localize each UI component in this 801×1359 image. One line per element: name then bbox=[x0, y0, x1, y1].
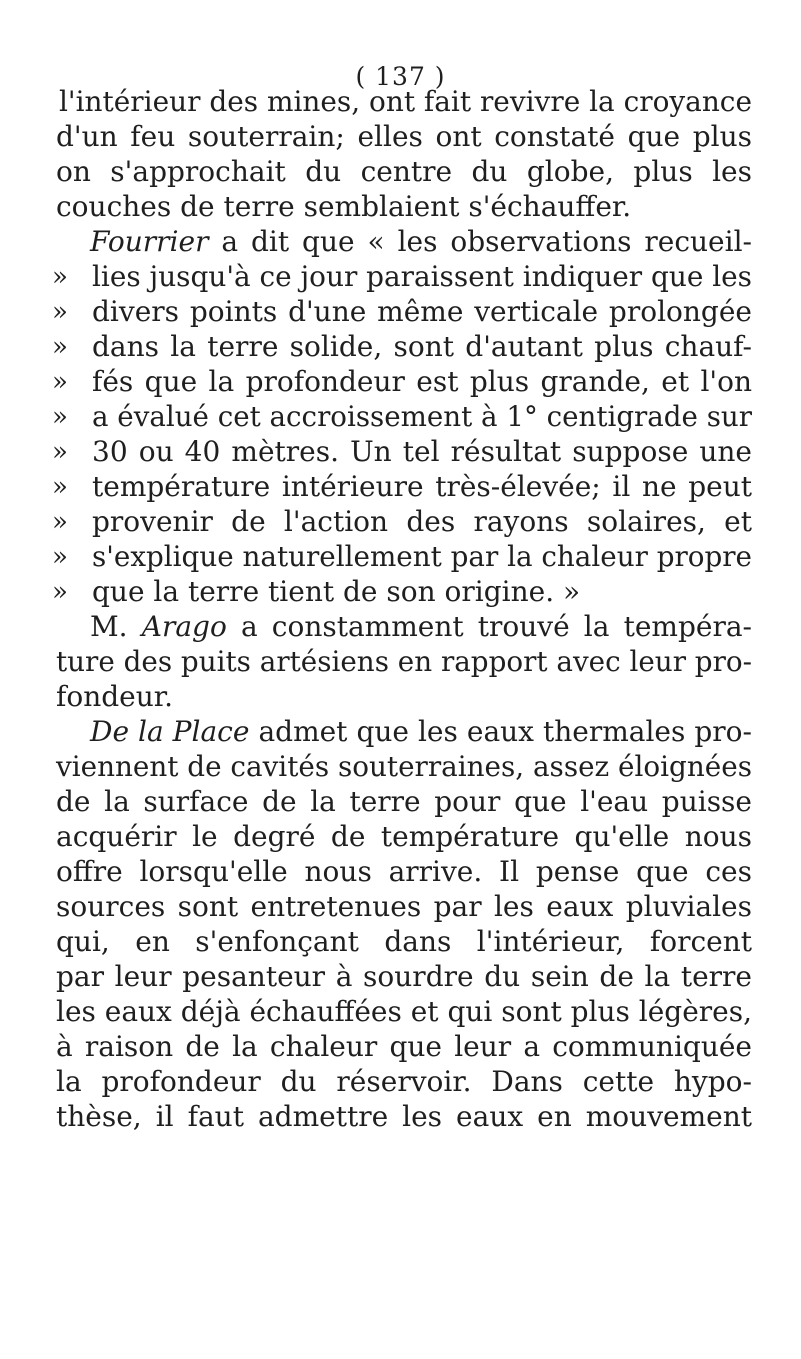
author-name: Arago bbox=[141, 610, 227, 643]
quoted-line: » a évalué cet accroissement à 1° centigrade sur bbox=[52, 400, 752, 433]
text-line: sources sont entretenues par les eaux pluviales bbox=[56, 890, 752, 923]
author-name: Fourrier bbox=[90, 225, 209, 258]
quoted-line: » provenir de l'action des rayons solaires, et bbox=[52, 505, 752, 538]
text-line: M. Arago a constamment trouvé la tempéra- bbox=[90, 610, 752, 643]
text-line: l'intérieur des mines, ont fait revivre la croyance bbox=[59, 85, 752, 118]
text-line: fondeur. bbox=[56, 680, 173, 713]
quote-mark: » bbox=[52, 332, 68, 362]
text-line: De la Place admet que les eaux thermales pro- bbox=[90, 715, 752, 748]
text-line: on s'approchait du centre du globe, plus les bbox=[56, 155, 752, 188]
quote-mark: » bbox=[52, 402, 68, 432]
quoted-line: » que la terre tient de son origine. » bbox=[52, 575, 581, 608]
quoted-line: » s'explique naturellement par la chaleur propre bbox=[52, 540, 752, 573]
quote-mark: » bbox=[52, 542, 68, 572]
quoted-line: » dans la terre solide, sont d'autant plus chauf- bbox=[52, 330, 752, 363]
text-line: thèse, il faut admettre les eaux en mouvement bbox=[56, 1100, 752, 1133]
quoted-line: » fés que la profondeur est plus grande, et l'on bbox=[52, 365, 752, 398]
quote-mark: » bbox=[52, 437, 68, 467]
quote-mark: » bbox=[52, 577, 68, 607]
text-line: les eaux déjà échauffées et qui sont plus légères, bbox=[56, 995, 752, 1028]
text-line: par leur pesanteur à sourdre du sein de la terre bbox=[56, 960, 752, 993]
text-line: à raison de la chaleur que leur a communiquée bbox=[56, 1030, 752, 1063]
page-number: ( 137 ) bbox=[355, 62, 446, 91]
quote-mark: » bbox=[52, 297, 68, 327]
text-line: Fourrier a dit que « les observations recueil- bbox=[90, 225, 752, 258]
quoted-line: » divers points d'une même verticale prolongée bbox=[52, 295, 752, 328]
quote-mark: » bbox=[52, 472, 68, 502]
text-line: offre lorsqu'elle nous arrive. Il pense que ces bbox=[56, 855, 752, 888]
text-line: couches de terre semblaient s'échauffer. bbox=[56, 190, 632, 223]
quoted-line: » 30 ou 40 mètres. Un tel résultat suppose une bbox=[52, 435, 752, 468]
quoted-line: » lies jusqu'à ce jour paraissent indiquer que les bbox=[52, 260, 752, 293]
text-line: ture des puits artésiens en rapport avec leur pro- bbox=[56, 645, 752, 678]
text-line: la profondeur du réservoir. Dans cette hypo- bbox=[56, 1065, 752, 1098]
text-line: de la surface de la terre pour que l'eau puisse bbox=[56, 785, 752, 818]
quoted-line: » température intérieure très-élevée; il ne peut bbox=[52, 470, 752, 503]
author-name: De la Place bbox=[90, 715, 250, 748]
text-line: d'un feu souterrain; elles ont constaté que plus bbox=[56, 120, 752, 153]
quote-mark: » bbox=[52, 367, 68, 397]
text-line: qui, en s'enfonçant dans l'intérieur, forcent bbox=[56, 925, 752, 958]
text-line: acquérir le degré de température qu'elle nous bbox=[56, 820, 752, 853]
text-line: viennent de cavités souterraines, assez éloignées bbox=[56, 750, 752, 783]
quote-mark: » bbox=[52, 507, 68, 537]
quote-mark: » bbox=[52, 262, 68, 292]
